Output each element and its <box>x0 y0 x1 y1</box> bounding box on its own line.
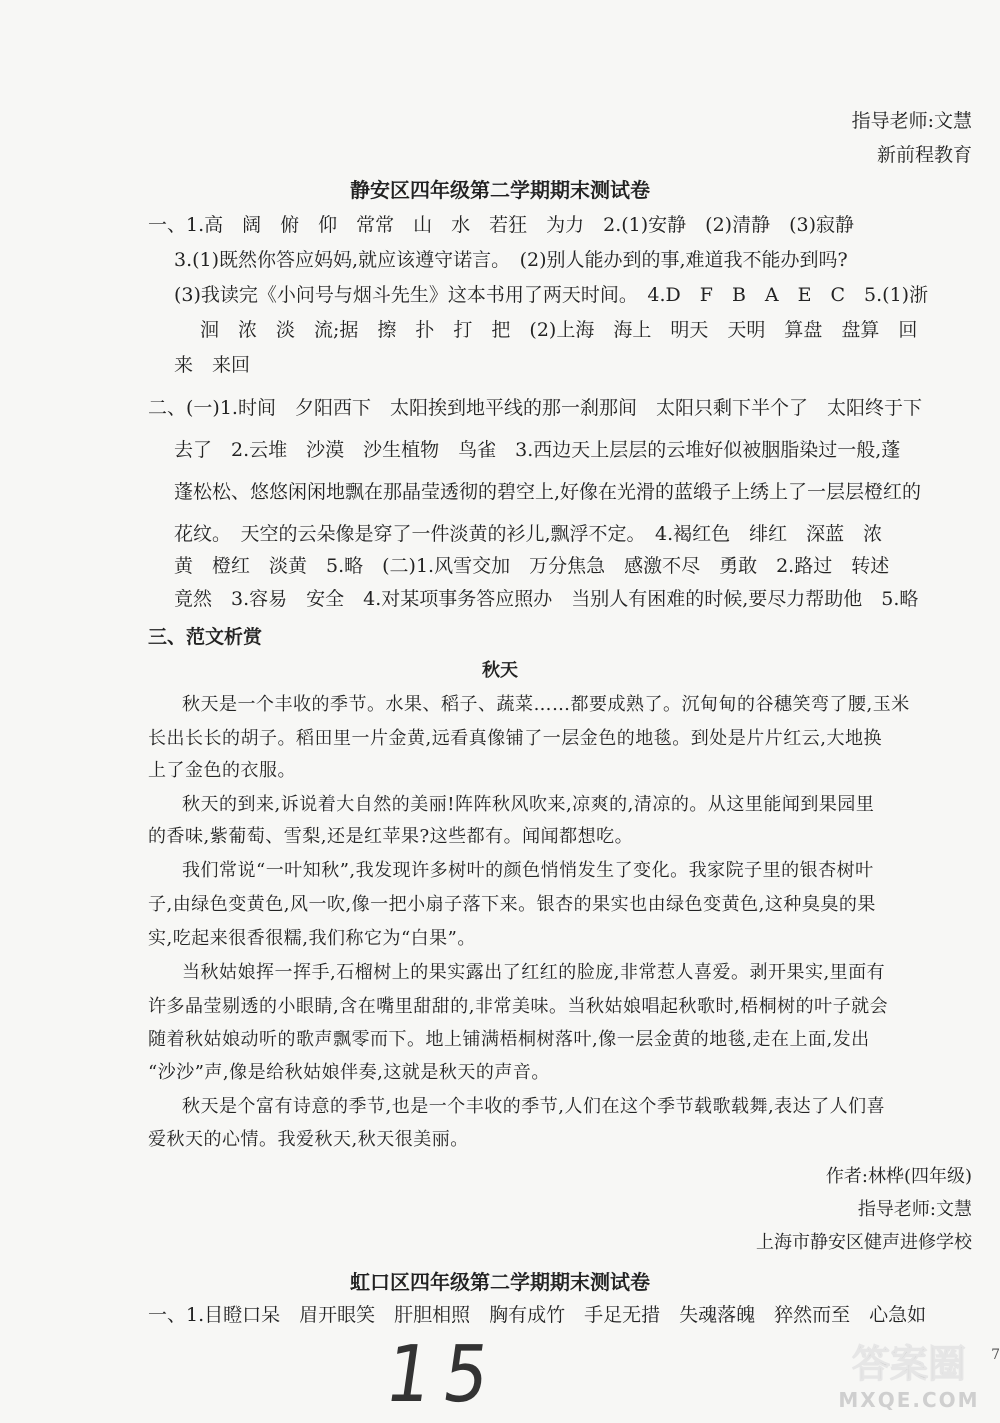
essay-line: 当秋姑娘挥一挥手,石榴树上的果实露出了红红的脸庞,非常惹人喜爱。剥开果实,里面有 <box>182 962 886 983</box>
essay-line: 我们常说“一叶知秋”,我发现许多树叶的颜色悄悄发生了变化。我家院子里的银杏树叶 <box>182 860 874 881</box>
essay-line: 爱秋天的心情。我爱秋天,秋天很美丽。 <box>148 1129 469 1150</box>
essay-line: 长出长长的胡子。稻田里一片金黄,远看真像铺了一层金色的地毯。到处是片片红云,大地换 <box>148 728 882 749</box>
essay-teacher: 指导老师:文慧 <box>857 1199 972 1220</box>
essay-line: 的香味,紫葡萄、雪梨,还是红苹果?这些都有。闻闻都想吃。 <box>148 826 634 847</box>
essay-line: 秋天是个富有诗意的季节,也是一个丰收的季节,人们在这个季节载歌载舞,表达了人们喜 <box>182 1096 886 1117</box>
essay-author: 作者:林桦(四年级) <box>825 1166 972 1187</box>
answer-line: 花纹。 天空的云朵像是穿了一件淡黄的衫儿,飘浮不定。 4.褐红色 绯红 深蓝 浓 <box>174 523 883 545</box>
essay-title: 秋天 <box>482 660 518 681</box>
essay-line: 上了金色的衣服。 <box>148 760 296 781</box>
essay-line: 秋天的到来,诉说着大自然的美丽!阵阵秋风吹来,凉爽的,清凉的。从这里能闻到果园里 <box>182 794 875 815</box>
essay-line: 实,吃起来很香很糯,我们称它为“白果”。 <box>148 928 476 949</box>
essay-line: 子,由绿色变黄色,风一吹,像一把小扇子落下来。银杏的果实也由绿色变黄色,这种臭臭的果 <box>148 894 876 915</box>
answer-line: 一、1.高 阔 俯 仰 常常 山 水 若狂 为力 2.(1)安静 (2)清静 (3)寂静 <box>148 214 854 236</box>
answer-line: 来 来回 <box>174 354 251 376</box>
edge-mark: 7 <box>991 1347 1000 1363</box>
top-school-credit: 新前程教育 <box>876 144 972 166</box>
section-heading: 三、范文析赏 <box>148 626 263 648</box>
essay-school: 上海市静安区健声进修学校 <box>756 1232 972 1253</box>
answer-line: 一、1.目瞪口呆 眉开眼笑 肝胆相照 胸有成竹 手足无措 失魂落魄 猝然而至 心急如 <box>148 1304 927 1326</box>
answer-line: 黄 橙红 淡黄 5.略 (二)1.风雪交加 万分焦急 感激不尽 勇敢 2.路过 转述 <box>174 555 890 577</box>
top-teacher-credit: 指导老师:文慧 <box>851 110 972 132</box>
answer-line: 洄 浓 淡 流;据 擦 扑 打 把 (2)上海 海上 明天 天明 算盘 盘算 回 <box>200 319 918 341</box>
jingan-title: 静安区四年级第二学期期末测试卷 <box>350 178 650 202</box>
answer-line: 蓬松松、悠悠闲闲地飘在那晶莹透彻的碧空上,好像在光滑的蓝缎子上绣上了一层层橙红的 <box>174 481 922 503</box>
hongkou-title: 虹口区四年级第二学期期末测试卷 <box>350 1270 650 1294</box>
essay-line: “沙沙”声,像是给秋姑娘伴奏,这就是秋天的声音。 <box>148 1062 550 1083</box>
answer-line: 3.(1)既然你答应妈妈,就应该遵守诺言。 (2)别人能办到的事,难道我不能办到吗? <box>174 249 848 271</box>
essay-line: 随着秋姑娘动听的歌声飘零而下。地上铺满梧桐树落叶,像一层金黄的地毯,走在上面,发出 <box>148 1029 870 1050</box>
answer-line: 去了 2.云堆 沙漠 沙生植物 鸟雀 3.西边天上层层的云堆好似被胭脂染过一般,蓬 <box>174 439 901 461</box>
watermark-logo <box>824 1335 994 1415</box>
handwritten-page-number: 15 <box>380 1330 508 1420</box>
essay-line: 秋天是一个丰收的季节。水果、稻子、蔬菜……都要成熟了。沉甸甸的谷穗笑弯了腰,玉米 <box>182 694 910 715</box>
answer-line: 竟然 3.容易 安全 4.对某项事务答应照办 当别人有困难的时候,要尽力帮助他 5.略 <box>174 588 919 610</box>
watermark-en: MXQE.COM <box>838 1388 980 1412</box>
answer-line: (3)我读完《小问号与烟斗先生》这本书用了两天时间。 4.D F B A E C 5.(1)浙 <box>174 284 929 306</box>
answer-line: 二、(一)1.时间 夕阳西下 太阳挨到地平线的那一刹那间 太阳只剩下半个了 太阳终于下 <box>148 397 922 419</box>
watermark-graphic <box>824 1335 994 1415</box>
watermark-cn: 答案圈 <box>851 1342 967 1386</box>
essay-line: 许多晶莹剔透的小眼睛,含在嘴里甜甜的,非常美味。当秋姑娘唱起秋歌时,梧桐树的叶子就会 <box>148 996 889 1017</box>
